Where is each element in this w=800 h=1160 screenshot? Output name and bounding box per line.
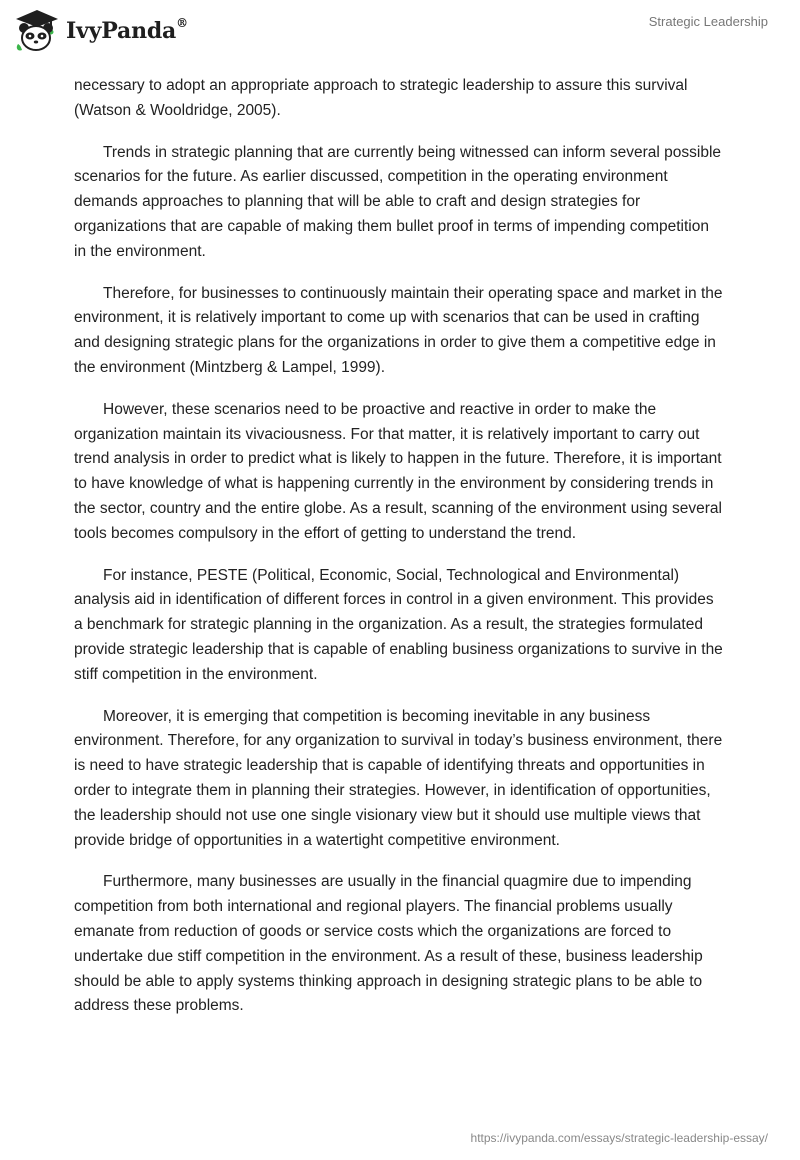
paragraph: Furthermore, many businesses are usually in the financial quagmire due to impending competition from both international and regional players. The financial problems usually emanate from reduction of goods or service costs which the organizations are forced to undertake due stiff competition in the environment. As a result of these, business leadership should be able to apply systems thinking approach in designing strategic plans to be able to address these problems. — [74, 873, 703, 1015]
ivypanda-logo[interactable] — [14, 8, 188, 54]
paragraph: Trends in strategic planning that are currently being witnessed can inform several possible scenarios for the future. As earlier discussed, competition in the operating environment demands approaches to planning that will be able to craft and design strategies for organizations that are capable of making them bullet proof in terms of impending competition in the environment. — [74, 143, 722, 260]
page-header — [0, 0, 800, 70]
document-title: Strategic Leadership — [648, 14, 768, 29]
brand-name: IvyPanda® — [66, 16, 188, 44]
essay-body — [74, 74, 724, 1036]
panda-graduate-icon — [14, 8, 60, 54]
paragraph: Moreover, it is emerging that competition is becoming inevitable in any business environment. Therefore, for any organization to survival in today’s business environment, there is need to have strategic leadership that is capable of identifying threats and opportunities in order to integrate them in planning their strategies. However, in identification of opportunities, the leadership should not use one single visionary view but it should use multiple views that provide bridge of opportunities in a watertight competitive environment. — [74, 707, 723, 849]
paragraph: Therefore, for businesses to continuously maintain their operating space and market in the environment, it is relatively important to come up with scenarios that can be used in crafting and designing strategic plans for the organizations in order to give them a competitive edge in the environment (Mintzberg & Lampel, 1999). — [74, 284, 723, 376]
paragraph: However, these scenarios need to be proactive and reactive in order to make the organization maintain its vivaciousness. For that matter, it is relatively important to carry out trend analysis in order to predict what is likely to happen in the future. Therefore, it is important to have knowledge of what is happening currently in the environment by considering trends in the sector, country and the entire globe. As a result, scanning of the environment using several tools becomes compulsory in the effort of getting to understand the trend. — [74, 400, 722, 542]
paragraph: For instance, PESTE (Political, Economic, Social, Technological and Environmental) analysis aid in identification of different forces in control in a given environment. This provides a benchmark for strategic planning in the organization. As a result, the strategies formulated provide strategic leadership that is capable of enabling business organizations to survive in the stiff competition in the environment. — [74, 566, 723, 683]
paragraph: necessary to adopt an appropriate approach to strategic leadership to assure this survival (Watson & Wooldridge, 2005). — [74, 77, 688, 119]
source-url[interactable]: https://ivypanda.com/essays/strategic-leadership-essay/ — [470, 1131, 768, 1145]
